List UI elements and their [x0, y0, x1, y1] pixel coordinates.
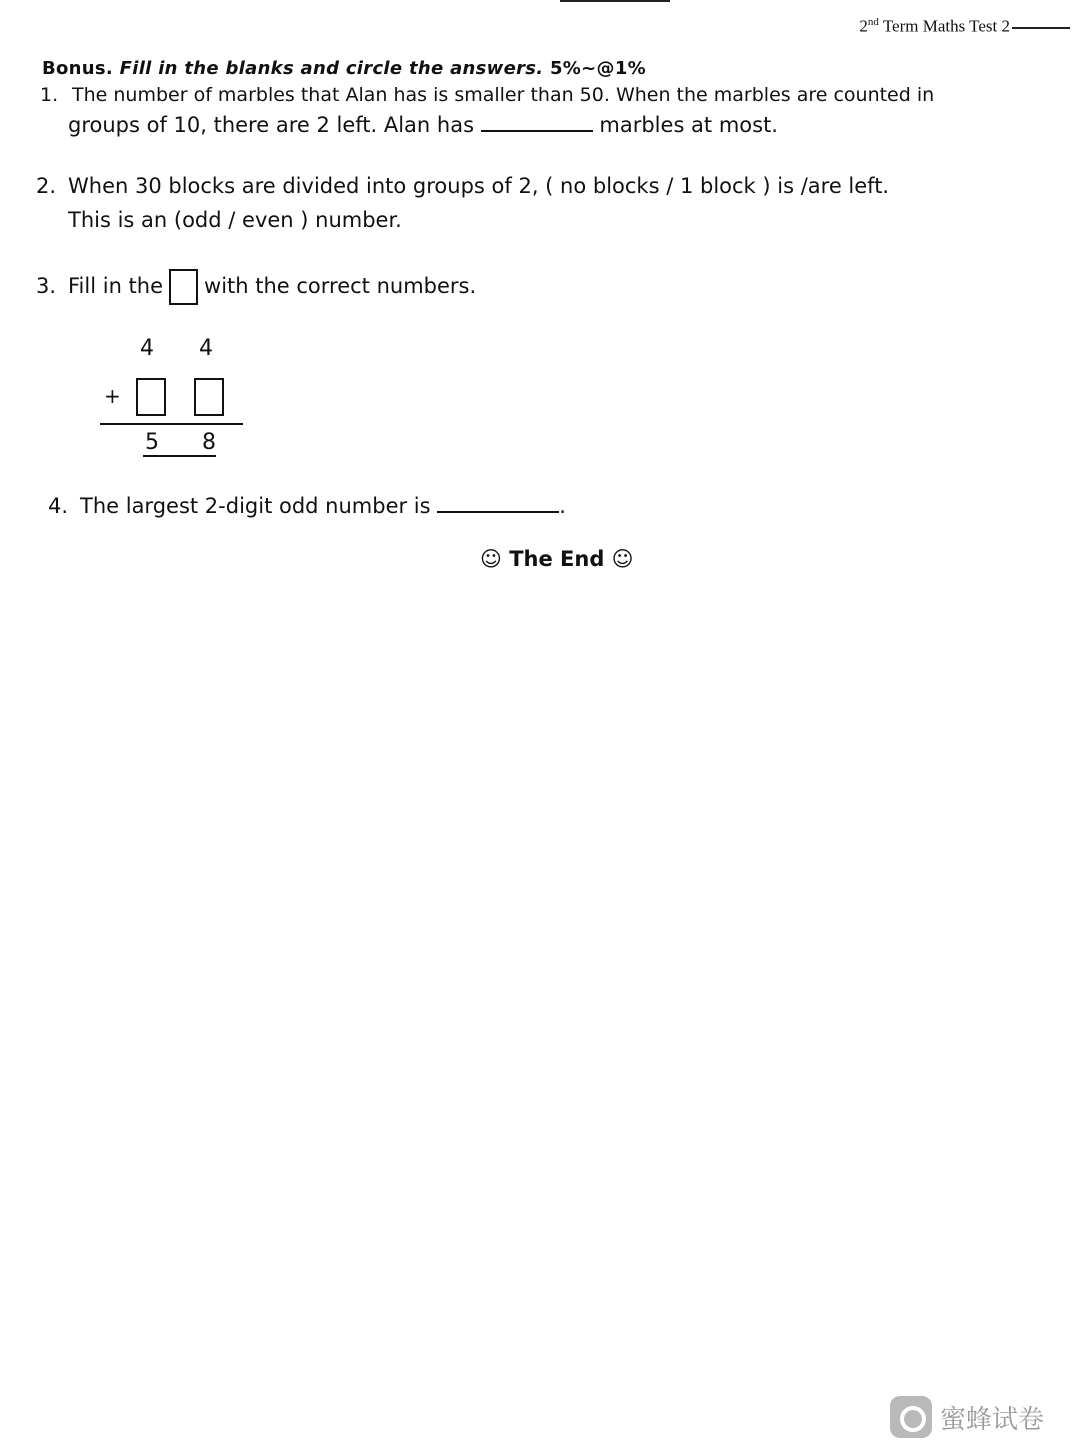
question-1-answer-blank[interactable]: [481, 112, 593, 132]
question-4-end: .: [559, 494, 566, 518]
question-4-answer-blank[interactable]: [437, 493, 559, 513]
question-3-text-before: Fill in the: [68, 274, 164, 298]
the-end-footer: ☺ The End ☺: [480, 547, 634, 571]
question-4-text: The largest 2-digit odd number is: [80, 494, 438, 518]
question-1-text-2b: marbles at most.: [592, 113, 778, 137]
question-1-line-1: [40, 84, 934, 106]
question-2-line-2: [68, 208, 402, 232]
plus-sign: +: [104, 384, 121, 408]
sum-underline: [143, 455, 216, 457]
question-3-line: [36, 266, 476, 306]
scan-edge-line: [560, 0, 670, 2]
question-4-number: 4.: [48, 494, 69, 518]
question-2-text-1[interactable]: When 30 blocks are divided into groups of 2, ( no blocks / 1 block ) is /are left.: [68, 174, 890, 198]
bonus-marks: 5%~@1%: [543, 58, 646, 79]
question-3-text-after: with the correct numbers.: [204, 274, 477, 298]
addend-ones-digit: 4: [199, 336, 213, 361]
question-2-line-1: [36, 174, 889, 198]
question-3-number: 3.: [36, 274, 57, 298]
watermark-text: 蜜蜂试卷: [939, 1404, 1044, 1435]
sum-ones-digit: 8: [202, 430, 216, 455]
question-2-number: 2.: [36, 174, 57, 198]
bonus-heading: [42, 58, 646, 79]
question-2-text-2[interactable]: This is an (odd / even ) number.: [68, 208, 402, 232]
addend-tens-digit: 4: [140, 336, 154, 361]
header-strike-line: [1012, 27, 1070, 29]
answer-box-sample: [169, 269, 198, 305]
page-header: [859, 16, 1070, 37]
bonus-instruction: Fill in the blanks and circle the answers.: [113, 58, 544, 79]
watermark: [890, 1396, 1044, 1438]
question-1-text-2a: groups of 10, there are 2 left. Alan has: [68, 113, 481, 137]
question-1-text-1: The number of marbles that Alan has is smaller than 50. When the marbles are counted in: [72, 84, 935, 106]
question-1-line-2: [68, 112, 778, 137]
header-title: Term Maths Test 2: [878, 16, 1010, 36]
ones-answer-box[interactable]: [194, 378, 224, 416]
watermark-logo-icon: [890, 1396, 932, 1438]
sum-tens-digit: 5: [145, 430, 159, 455]
bonus-label: Bonus.: [42, 58, 114, 79]
question-4-line: [48, 493, 566, 518]
header-ordinal: 2: [859, 16, 868, 36]
sum-rule-line: [100, 423, 243, 425]
tens-answer-box[interactable]: [136, 378, 166, 416]
question-1-number: 1.: [40, 84, 59, 106]
header-ordinal-suffix: nd: [867, 16, 879, 28]
